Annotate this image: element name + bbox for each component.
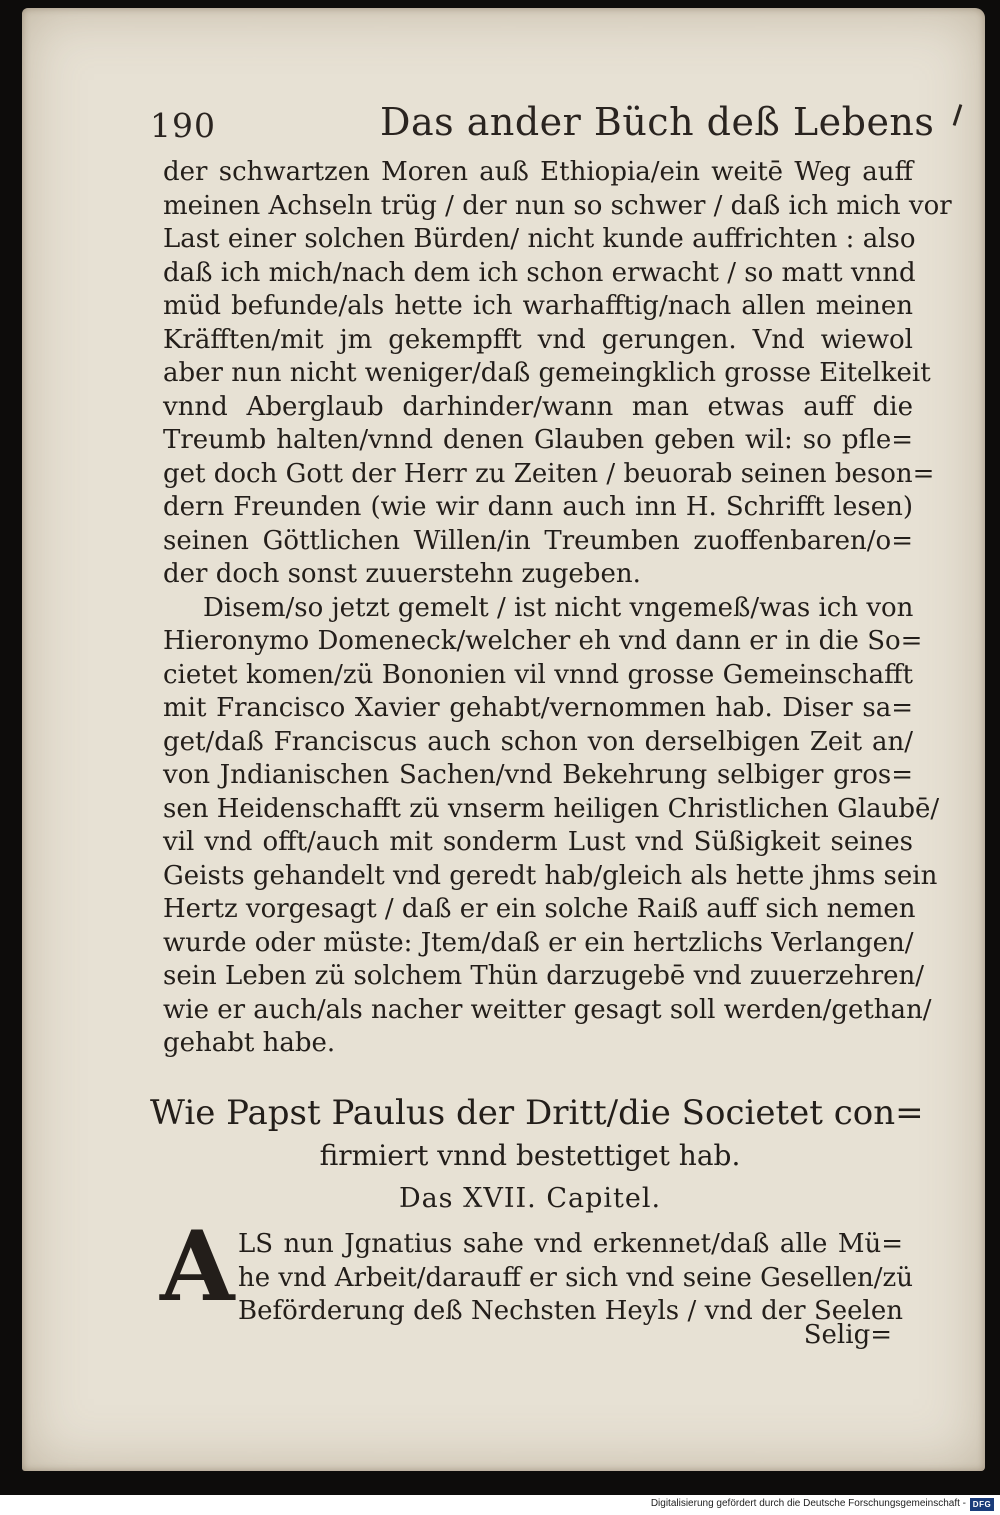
text-line: daß ich mich/nach dem ich schon erwacht / so matt vnnd — [163, 257, 916, 288]
chapter-text — [238, 1228, 913, 1329]
running-title: Das ander Büch deß Lebens — [380, 100, 935, 144]
text-line: Beförderung deß Nechsten Heyls / vnd der Seelen — [238, 1296, 903, 1326]
catchword: Selig= — [803, 1320, 892, 1350]
text-line: sen Heidenschafft zü vnserm heiligen Christlichen Glaubē/ — [163, 793, 940, 824]
text-line: gehabt habe. — [163, 1028, 336, 1058]
text-line: cietet komen/zü Bononien vil vnnd grosse Gemeinschafft — [163, 659, 913, 690]
text-line: der schwartzen Moren auß Ethiopia/ein weitē Weg auff — [163, 157, 913, 187]
body-text — [163, 156, 952, 1061]
text-line: Last einer solchen Bürden/ nicht kunde auffrichten : also — [163, 224, 916, 254]
chapter-number: Das XVII. Capitel. — [398, 1183, 662, 1214]
initial-letter: A — [160, 1210, 235, 1323]
text-line: vil vnd offt/auch mit sonderm Lust vnd Süßigkeit seines — [163, 827, 913, 857]
text-line: seinen Göttlichen Willen/in Treumben zuoffenbaren/o= — [163, 525, 913, 556]
chapter-title-line: firmiert vnnd bestettiget hab. — [319, 1139, 741, 1172]
text-line: wie er auch/als nacher weitter gesagt soll werden/gethan/ — [163, 994, 932, 1025]
decorated-initial — [160, 1210, 240, 1323]
funding-credit: Digitalisierung gefördert durch die Deutsche Forschungsgemeinschaft - — [650, 1498, 966, 1509]
page-number: 190 — [150, 106, 216, 145]
text-line: müd befunde/als hette ich warhafftig/nach allen meinen — [163, 291, 913, 321]
page-header — [150, 100, 935, 150]
text-line: mit Francisco Xavier gehabt/vernommen hab. Diser sa= — [163, 693, 913, 723]
text-line: Treumb halten/vnnd denen Glauben geben wil: so pfle= — [163, 425, 913, 455]
footer-bar — [0, 1495, 1000, 1515]
text-line: Disem/so jetzt gemelt / ist nicht vngemeß/was ich von — [203, 592, 914, 623]
chapter-heading — [150, 1090, 924, 1222]
text-line: Hieronymo Domeneck/welcher eh vnd dann er in die So= — [163, 626, 923, 656]
text-line: sein Leben zü solchem Thün darzugebē vnd zuuerzehren/ — [163, 961, 925, 991]
text-line: vnnd Aberglaub darhinder/wann man etwas auff die — [163, 391, 913, 422]
text-line: get/daß Franciscus auch schon von derselbigen Zeit an/ — [163, 726, 913, 757]
text-line: Kräfften/mit jm gekempfft vnd gerungen. Vnd wiewol — [163, 324, 913, 355]
text-line: meinen Achseln trüg / der nun so schwer / daß ich mich vor — [163, 190, 952, 221]
text-line: he vnd Arbeit/darauff er sich vnd seine Gesellen/zü — [238, 1262, 913, 1293]
text-line: von Jndianischen Sachen/vnd Bekehrung selbiger gros= — [163, 760, 913, 790]
text-line: Hertz vorgesagt / daß er ein solche Raiß auff sich nemen — [163, 894, 916, 924]
text-line: der doch sonst zuuerstehn zugeben. — [163, 559, 641, 589]
ink-mark — [953, 104, 963, 126]
dfg-logo: DFG — [970, 1498, 994, 1511]
text-line: dern Freunden (wie wir dann auch inn H. Schrifft lesen) — [163, 492, 913, 522]
text-line: Geists gehandelt vnd geredt hab/gleich als hette jhms sein — [163, 860, 938, 891]
text-line: wurde oder müste: Jtem/daß er ein hertzlichs Verlangen/ — [163, 927, 914, 958]
text-line: get doch Gott der Herr zu Zeiten / beuorab seinen beson= — [163, 458, 935, 489]
text-line: aber nun nicht weniger/daß gemeingklich grosse Eitelkeit — [163, 358, 931, 388]
chapter-title-line: Wie Papst Paulus der Dritt/die Societet con= — [150, 1093, 924, 1133]
text-line: LS nun Jgnatius sahe vnd erkennet/daß alle Mü= — [238, 1229, 903, 1259]
